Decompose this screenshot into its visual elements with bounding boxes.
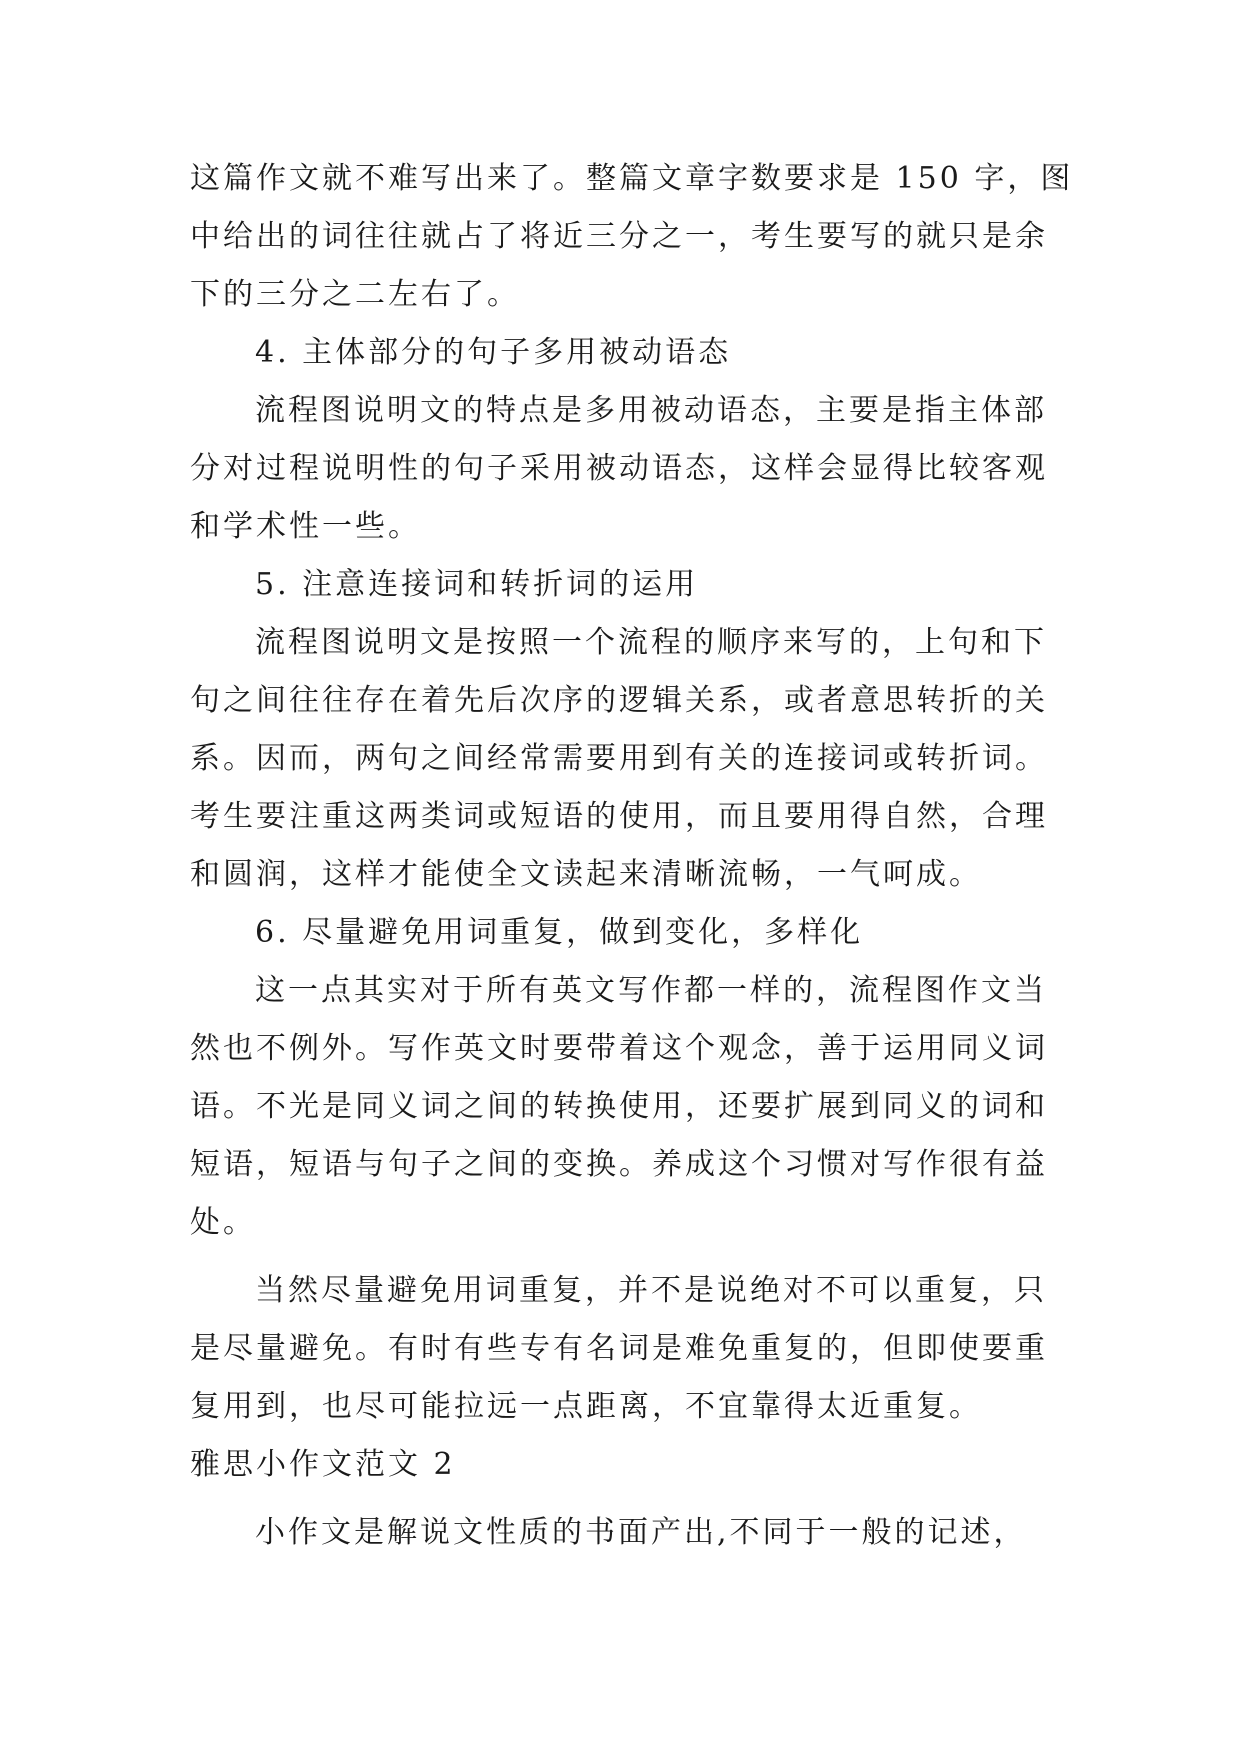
text-line: 中给出的词往往就占了将近三分之一，考生要写的就只是余	[190, 219, 1048, 254]
text-line: 系。因而，两句之间经常需要用到有关的连接词或转折词。	[190, 741, 1048, 776]
text-line: 这篇作文就不难写出来了。整篇文章字数要求是 150 字，图	[190, 161, 1074, 196]
text-line: 分对过程说明性的句子采用被动语态，这样会显得比较客观	[190, 451, 1048, 486]
section-heading-5: 5. 注意连接词和转折词的运用	[255, 567, 699, 602]
text-line: 这一点其实对于所有英文写作都一样的，流程图作文当	[255, 973, 1047, 1008]
text-line: 流程图说明文是按照一个流程的顺序来写的，上句和下	[255, 625, 1047, 660]
text-line: 考生要注重这两类词或短语的使用，而且要用得自然，合理	[190, 799, 1048, 834]
text-line: 小作文是解说文性质的书面产出,不同于一般的记述，	[255, 1515, 1027, 1550]
text-line: 复用到，也尽可能拉远一点距离，不宜靠得太近重复。	[190, 1389, 982, 1424]
text-line: 语。不光是同义词之间的转换使用，还要扩展到同义的词和	[190, 1089, 1048, 1124]
section-heading-6: 6. 尽量避免用词重复，做到变化，多样化	[255, 915, 864, 950]
text-line: 当然尽量避免用词重复，并不是说绝对不可以重复，只	[255, 1273, 1047, 1308]
text-line: 短语，短语与句子之间的变换。养成这个习惯对写作很有益	[190, 1147, 1048, 1182]
section-title: 雅思小作文范文 2	[190, 1447, 456, 1482]
text-line: 下的三分之二左右了。	[190, 277, 520, 312]
text-line: 和学术性一些。	[190, 509, 421, 544]
text-line: 和圆润，这样才能使全文读起来清晰流畅，一气呵成。	[190, 857, 982, 892]
text-line: 然也不例外。写作英文时要带着这个观念，善于运用同义词	[190, 1031, 1048, 1066]
text-line: 处。	[190, 1205, 256, 1240]
text-line: 流程图说明文的特点是多用被动语态，主要是指主体部	[255, 393, 1047, 428]
document-page	[190, 150, 1074, 1562]
text-line: 句之间往往存在着先后次序的逻辑关系，或者意思转折的关	[190, 683, 1048, 718]
section-heading-4: 4. 主体部分的句子多用被动语态	[255, 335, 732, 370]
text-line: 是尽量避免。有时有些专有名词是难免重复的，但即使要重	[190, 1331, 1048, 1366]
